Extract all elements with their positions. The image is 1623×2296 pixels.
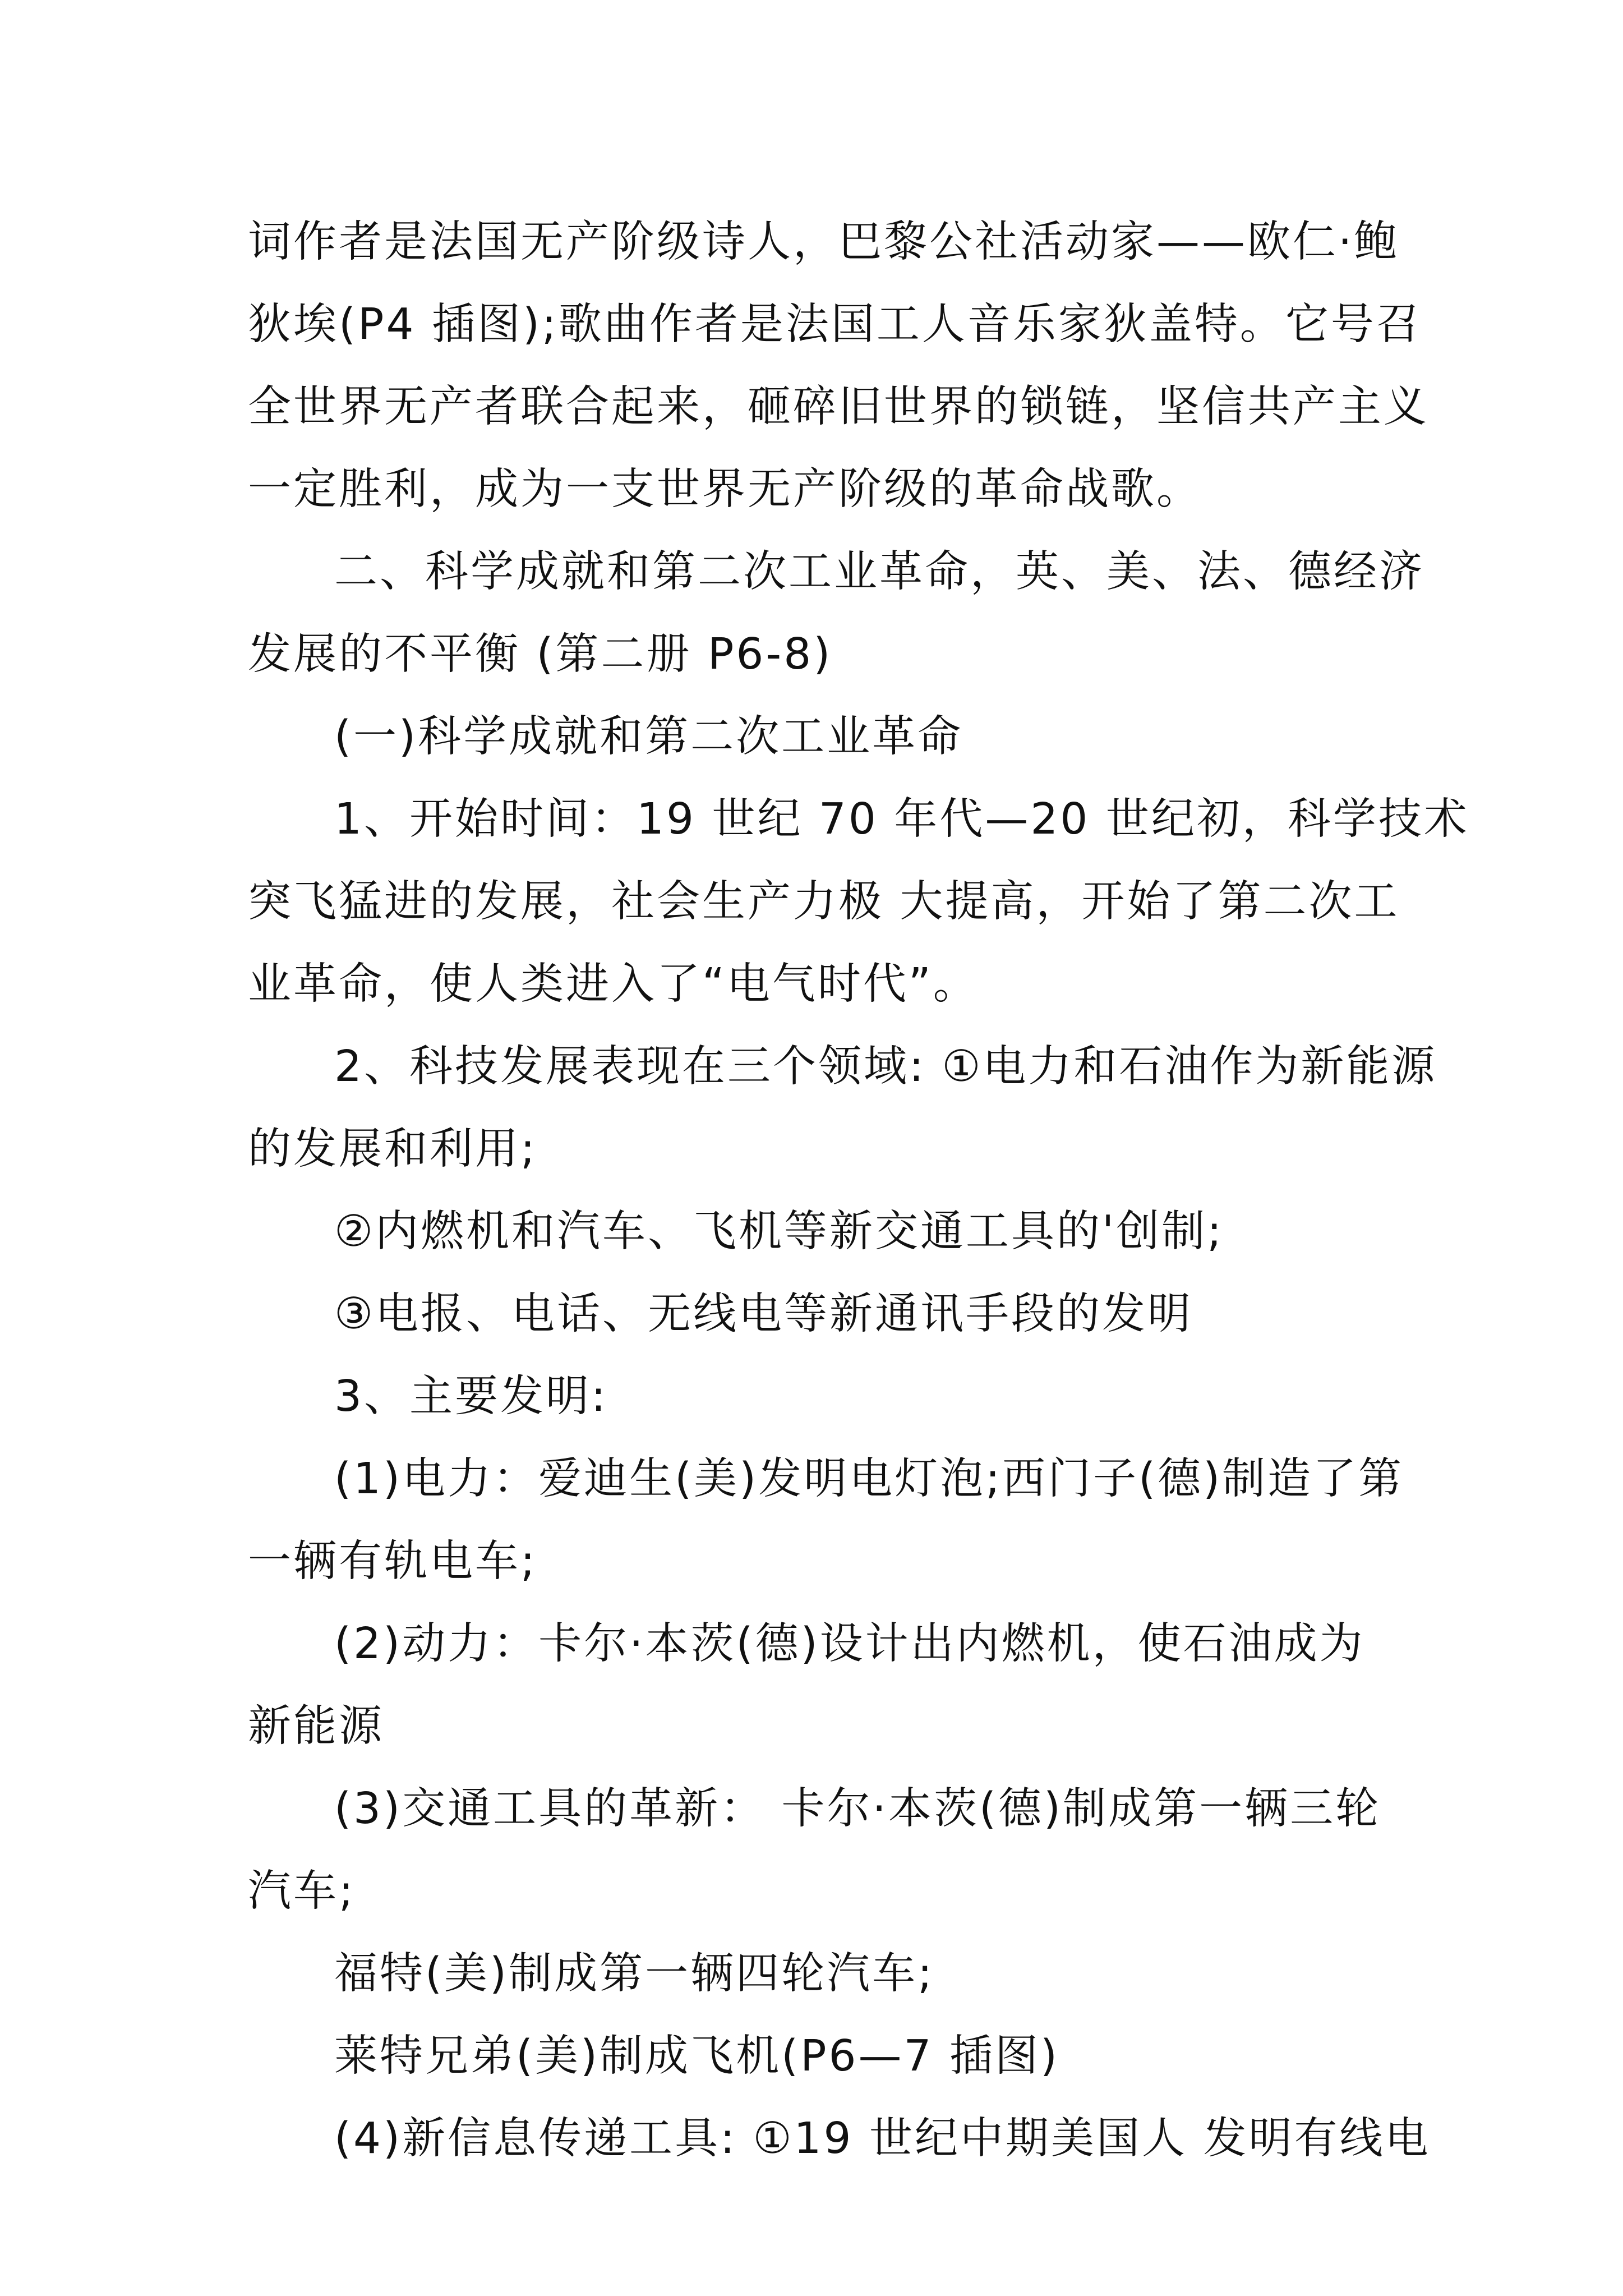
text-line: 新能源 <box>248 1701 384 1751</box>
paragraph-electricity <box>248 1438 1404 1603</box>
text-line: 业革命，使人类进入了“电气时代”。 <box>248 959 979 1009</box>
text-line: (4)新信息传递工具: ①19 世纪中期美国人 发明有线电 <box>334 2114 1431 2164</box>
text-line: ②内燃机和汽车、飞机等新交通工具的'创制; <box>334 1207 1224 1257</box>
paragraph-start-time <box>248 778 1469 1025</box>
paragraph-song-authors <box>248 201 1429 531</box>
text-line: 发展的不平衡 (第二册 P6-8) <box>248 629 833 679</box>
text-line: 2、科技发展表现在三个领域: ①电力和石油作为新能源 <box>334 1042 1437 1092</box>
text-line: 突飞猛进的发展，社会生产力极 大提高，开始了第二次工 <box>248 877 1400 927</box>
text-line: 1、开始时间：19 世纪 70 年代—20 世纪初，科学技术 <box>334 794 1469 844</box>
paragraph-transport <box>248 1190 1375 1273</box>
paragraph-information-tools <box>248 2097 1431 2180</box>
section-heading-2 <box>248 531 1424 696</box>
text-line: 的发展和利用; <box>248 1124 537 1174</box>
paragraph-wright <box>248 2015 1375 2097</box>
text-line: 全世界无产者联合起来，砸碎旧世界的锁链，坚信共产主义 <box>248 382 1429 432</box>
text-line: (一)科学成就和第二次工业革命 <box>334 712 963 762</box>
paragraph-communication <box>248 1273 1375 1355</box>
paragraph-three-fields <box>248 1025 1437 1190</box>
text-line: ③电报、电话、无线电等新通讯手段的发明 <box>334 1289 1193 1339</box>
text-line: 一辆有轨电车; <box>248 1536 537 1586</box>
text-line: (3)交通工具的革新： 卡尔·本茨(德)制成第一辆三轮 <box>334 1784 1381 1834</box>
text-line: 一定胜利，成为一支世界无产阶级的革命战歌。 <box>248 464 1202 514</box>
text-line: 3、主要发明: <box>334 1372 608 1421</box>
text-line: (1)电力：爱迪生(美)发明电灯泡;西门子(德)制造了第 <box>334 1454 1404 1504</box>
paragraph-power <box>248 1603 1375 1768</box>
text-line: 汽车; <box>248 1866 356 1916</box>
text-line: 福特(美)制成第一辆四轮汽车; <box>334 1949 935 1999</box>
text-line: 莱特兄弟(美)制成飞机(P6—7 插图) <box>334 2031 1060 2081</box>
text-line: 词作者是法国无产阶级诗人，巴黎公社活动家——欧仁·鲍 <box>248 217 1400 267</box>
paragraph-main-inventions <box>248 1355 1375 1438</box>
text-line: 二、科学成就和第二次工业革命，英、美、法、德经济 <box>334 547 1424 597</box>
document-body <box>248 201 1469 2180</box>
paragraph-ford <box>248 1932 1375 2015</box>
subsection-heading-1 <box>248 696 1375 778</box>
text-line: 狄埃(P4 插图);歌曲作者是法国工人音乐家狄盖特。它号召 <box>248 300 1422 349</box>
text-line: (2)动力：卡尔·本茨(德)设计出内燃机，使石油成为 <box>334 1619 1365 1669</box>
paragraph-vehicles <box>248 1768 1381 1932</box>
